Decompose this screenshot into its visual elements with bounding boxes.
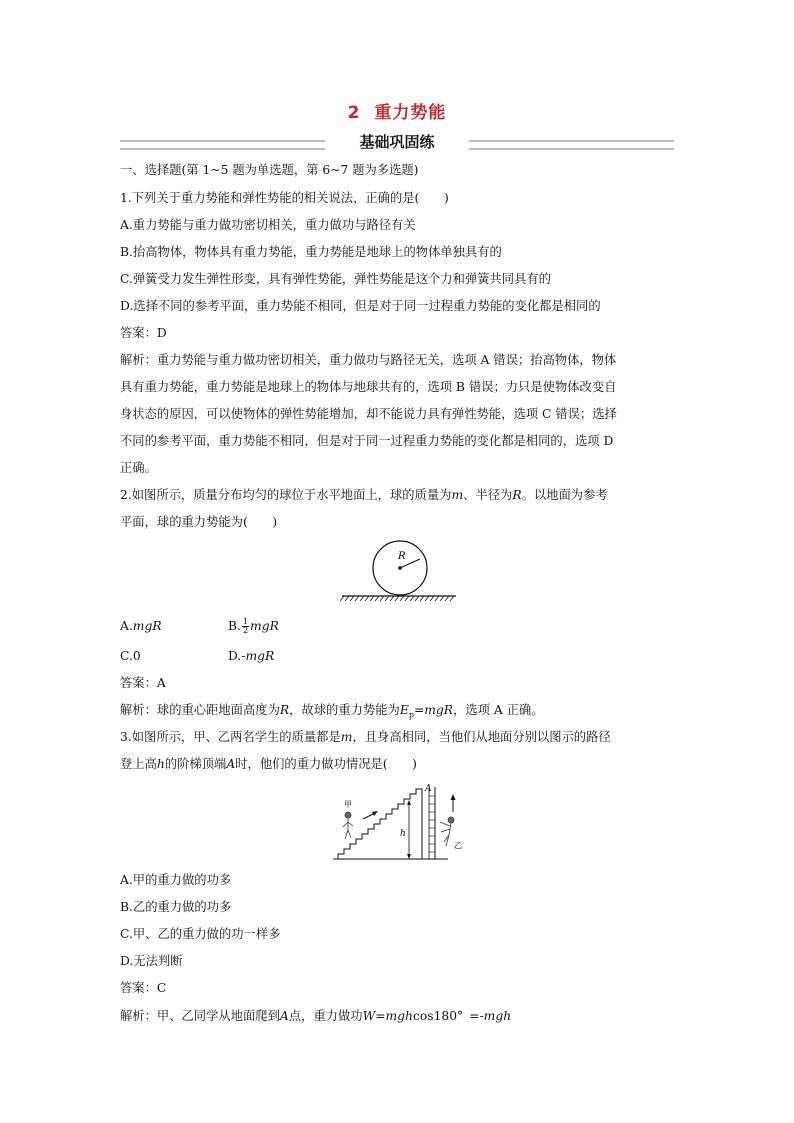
q3-analysis xyxy=(120,1008,511,1024)
radius-label: R xyxy=(398,551,406,562)
analysis-expr: -mgh xyxy=(479,1009,512,1023)
q1-analysis-line: 身状态的原因，可以使物体的弹性势能增加，却不能说力具有弹性势能，选项 C 错误；选择 xyxy=(120,407,617,421)
q3-answer: 答案：C xyxy=(120,981,167,995)
subscript-p: p xyxy=(408,710,414,720)
analysis-text: cos180° xyxy=(412,1009,464,1023)
analysis-text: ，选项 A 正确。 xyxy=(453,703,544,717)
q3-stem-text: 3.如图所示，甲、乙两名学生的质量都是 xyxy=(120,730,341,744)
option-expr: mgR xyxy=(132,619,162,633)
q2-stem-line1 xyxy=(120,487,608,503)
q2-answer: 答案：A xyxy=(120,676,166,690)
q3-option-d: D.无法判断 xyxy=(120,954,183,968)
q2-analysis xyxy=(120,702,544,723)
q2-option-c: C.0 xyxy=(120,649,141,663)
q1-analysis-line: 正确。 xyxy=(120,461,157,475)
var-A: A xyxy=(279,1009,289,1023)
q2-stem-line2: 平面，球的重力势能为( ) xyxy=(120,515,278,529)
height-arrow-head-top xyxy=(407,800,411,805)
height-arrow-head-bottom xyxy=(407,854,411,859)
option-expr: mgR xyxy=(250,619,279,633)
var-m: m xyxy=(340,730,353,744)
var-A: A xyxy=(226,757,236,771)
q1-option-d: D.选择不同的参考平面，重力势能不相同，但是对于同一过程重力势能的变化都是相同的 xyxy=(120,299,601,313)
q1-option-a: A.重力势能与重力做功密切相关，重力做功与路径有关 xyxy=(120,218,416,232)
q3-stem-text: 的阶梯顶端 xyxy=(164,757,227,771)
var-m: m xyxy=(451,488,464,502)
point-A-label: A xyxy=(425,784,432,794)
fraction xyxy=(242,618,249,635)
q2-stem-text: 2.如图所示，质量分布均匀的球位于水平地面上，球的质量为 xyxy=(120,488,452,502)
var-E: E xyxy=(399,703,409,717)
walk-arrow-head xyxy=(372,811,378,816)
analysis-expr: =mgR xyxy=(413,703,454,717)
fraction-numerator: 1 xyxy=(242,617,249,626)
q1-stem: 1.下列关于重力势能和弹性势能的相关说法，正确的是( ) xyxy=(120,191,449,205)
fraction-denominator: 2 xyxy=(242,626,249,635)
student-yi-label: 乙 xyxy=(454,841,462,850)
ground-hatch xyxy=(340,596,454,601)
section-header xyxy=(120,131,674,153)
q2-option-d xyxy=(228,648,274,664)
q3-stem-text: ，且身高相同，当他们从地面分别以图示的路径 xyxy=(352,730,611,744)
q2-stem-text: 。以地面为参考 xyxy=(521,488,608,502)
q2-stem-text: 、半径为 xyxy=(463,488,513,502)
q3-stem-text: 时，他们的重力做功情况是( ) xyxy=(235,757,417,771)
var-R: R xyxy=(512,488,522,502)
lesson-title: 重力势能 xyxy=(374,103,447,123)
staircase-figure xyxy=(328,782,478,862)
var-R: R xyxy=(279,703,290,717)
var-h: h xyxy=(156,757,165,771)
q2-option-b xyxy=(228,618,279,635)
q3-option-b: B.乙的重力做的功多 xyxy=(120,900,232,914)
analysis-expr: W=mgh xyxy=(362,1009,413,1023)
student-jia-label: 甲 xyxy=(344,800,352,809)
q3-stem-line2 xyxy=(120,756,417,772)
q3-option-c: C.甲、乙的重力做的功一样多 xyxy=(120,927,281,941)
lesson-number: 2 xyxy=(347,103,361,123)
q3-stem-line1 xyxy=(120,729,611,745)
q1-option-c: C.弹簧受力发生弹性形变，具有弹性势能，弹性势能是这个力和弹簧共同具有的 xyxy=(120,272,551,286)
part-heading: 一、选择题(第 1~5 题为单选题，第 6~7 题为多选题) xyxy=(120,163,419,177)
ball-on-ground-figure xyxy=(340,540,460,606)
ladder-rungs xyxy=(429,796,435,852)
q1-analysis-line: 解析：重力势能与重力做功密切相关，重力做功与路径无关，选项 A 错误；抬高物体，物体 xyxy=(120,353,617,367)
analysis-text: 点，重力做功 xyxy=(288,1009,363,1023)
q3-option-a: A.甲的重力做的功多 xyxy=(120,873,232,887)
height-label: h xyxy=(400,829,406,839)
option-expr: -mgR xyxy=(241,649,275,663)
student-jia-icon xyxy=(343,812,353,839)
option-prefix: A. xyxy=(120,619,133,633)
q1-answer: 答案：D xyxy=(120,326,167,340)
q1-analysis-line: 具有重力势能，重力势能是地球上的物体与地球共有的，选项 B 错误；力只是使物体改变自 xyxy=(120,380,617,394)
section-rule-right xyxy=(469,140,674,150)
section-title: 基础巩固练 xyxy=(359,133,435,151)
q2-option-a xyxy=(120,618,162,634)
page-title xyxy=(0,98,794,123)
up-arrow-head xyxy=(451,794,456,800)
analysis-text: ，故球的重力势能为 xyxy=(289,703,400,717)
student-yi-icon xyxy=(440,817,454,846)
q1-option-b: B.抬高物体，物体具有重力势能，重力势能是地球上的物体单独具有的 xyxy=(120,245,502,259)
analysis-text: 解析：甲、乙同学从地面爬到 xyxy=(120,1009,280,1023)
option-prefix: D. xyxy=(228,649,242,663)
q3-stem-text: 登上高 xyxy=(120,757,157,771)
option-prefix: B. xyxy=(228,619,241,633)
analysis-text: = xyxy=(469,1009,480,1023)
analysis-text: 解析：球的重心距地面高度为 xyxy=(120,703,280,717)
q1-analysis-line: 不同的参考平面，重力势能不相同，但是对于同一过程重力势能的变化都是相同的，选项 D xyxy=(120,434,614,448)
